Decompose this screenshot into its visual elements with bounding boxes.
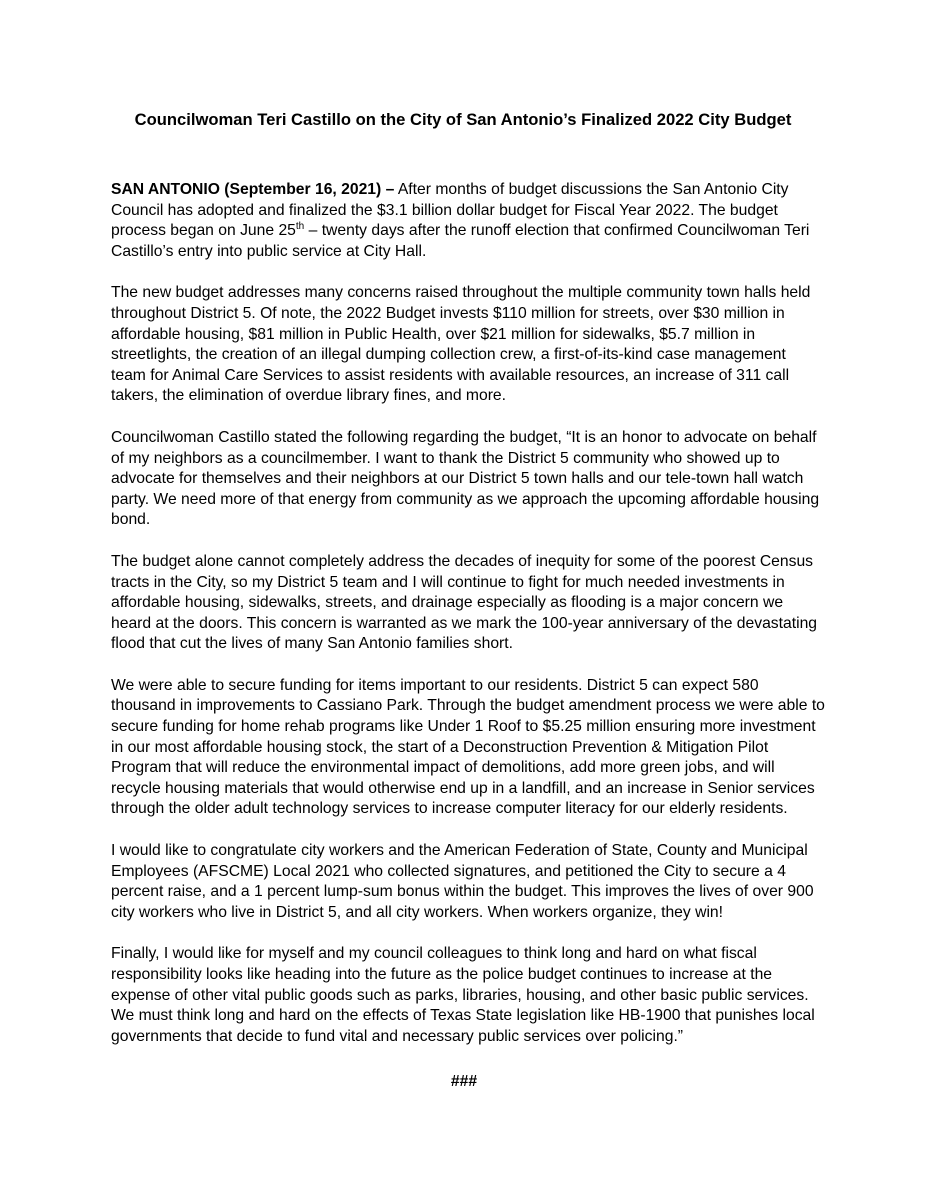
paragraph-7: Finally, I would like for myself and my council colleagues to think long and hard on what fiscal responsibility looks like heading into the future as the police budget continues to increase at the expense of other vital public goods such as parks, libraries, housing, and other basic public services. We must think long and hard on the effects of Texas State legislation like HB-1900 that punishes local governments that decide to fund vital and necessary public services over policing.” [111,945,815,1045]
paragraph-1 [111,180,825,262]
paragraph-3: Councilwoman Castillo stated the following regarding the budget, “It is an honor to advocate on behalf of my neighbors as a councilmember. I want to thank the District 5 community who showed up to advocate for themselves and their neighbors at our District 5 town halls and our tele-town hall watch party. We need more of that energy from community as we approach the upcoming affordable housing bond. [111,428,820,529]
dateline: SAN ANTONIO (September 16, 2021) – [111,181,395,198]
end-of-release-mark: ### [450,1073,478,1090]
paragraph-1-text-a: After months of budget discussions the San Antonio City Council has adopted and finalized the $3.1 billion dollar budget for Fiscal Year 2022. The budget process began on June 25 [111,181,789,240]
document-body [111,180,825,1068]
paragraph-6: I would like to congratulate city workers and the American Federation of State, County and Municipal Employees (AFSCME) Local 2021 who collected signatures, and petitioned the City to secure a 4 percent raise, and a 1 percent lump-sum bonus within the budget. This improves the lives of over 900 city workers who live in District 5, and all city workers. When workers organize, they win! [111,842,814,921]
ordinal-suffix: th [295,221,305,233]
paragraph-5: We were able to secure funding for items important to our residents. District 5 can expect 580 thousand in improvements to Cassiano Park. Through the budget amendment process we were able to secure funding for home rehab programs like Under 1 Roof to $5.25 million ensuring more investment in our most affordable housing stock, the start of a Deconstruction Prevention & Mitigation Pilot Program that will reduce the environmental impact of demolitions, add more green jobs, and will recycle housing materials that would otherwise end up in a landfill, and an increase in Senior services through the older adult technology services to increase computer literacy for our elderly residents. [111,676,825,818]
paragraph-4: The budget alone cannot completely address the decades of inequity for some of the poorest Census tracts in the City, so my District 5 team and I will continue to fight for much needed investments in affordable housing, sidewalks, streets, and drainage especially as flooding is a major concern we heard at the doors. This concern is warranted as we mark the 100-year anniversary of the devastating flood that cut the lives of many San Antonio families short. [111,552,818,653]
document-title: Councilwoman Teri Castillo on the City of San Antonio’s Finalized 2022 City Budget [134,110,792,129]
paragraph-2: The new budget addresses many concerns raised throughout the multiple community town halls held throughout District 5. Of note, the 2022 Budget invests $110 million for streets, over $30 million in affordable housing, $81 million in Public Health, over $21 million for sidewalks, $5.7 million in streetlights, the creation of an illegal dumping collection crew, a first-of-its-kind case management team for Animal Care Services to assist residents with available resources, an increase of 311 call takers, the elimination of overdue library fines, and more. [111,284,811,405]
paragraph-1-text-b: – twenty days after the runoff election that confirmed Councilwoman Teri Castillo’s entry into public service at City Hall. [111,222,810,260]
